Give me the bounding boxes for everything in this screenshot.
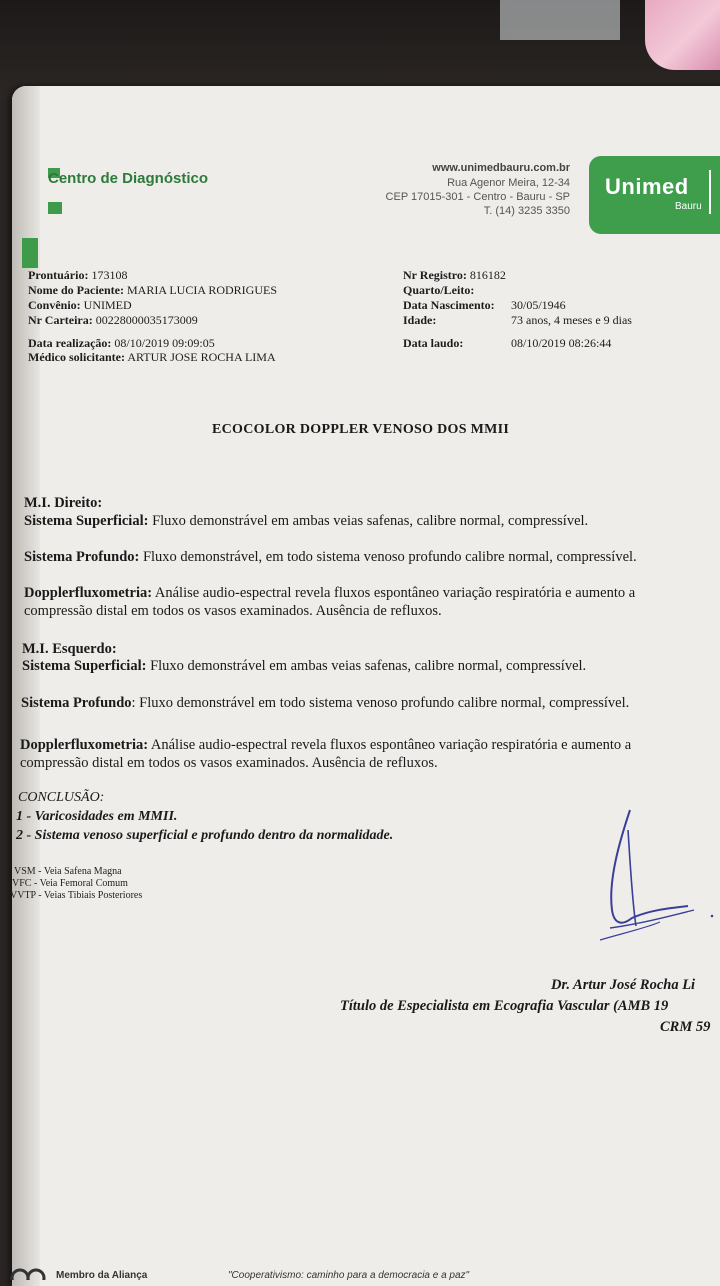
logo-name: Unimed xyxy=(605,174,689,199)
background-object xyxy=(500,0,620,40)
left-doppler: Dopplerfluxometria: Análise audio-espectral revela fluxos espontâneo variação respiratória e aumento a xyxy=(20,737,632,753)
left-superficial: Sistema Superficial: Fluxo demonstrável em ambas veias safenas, calibre normal, compressível. xyxy=(22,658,587,674)
doctor-name: Dr. Artur José Rocha Li xyxy=(551,977,696,993)
clinic-street: Rua Agenor Meira, 12-34 xyxy=(447,177,570,189)
field-nr-registro: Nr Registro: 816182 xyxy=(403,268,506,282)
unimed-logo xyxy=(589,156,720,234)
conclusion-item-1: 1 - Varicosidades em MMII. xyxy=(16,809,178,824)
clinic-name: Centro de Diagnóstico xyxy=(48,170,209,187)
right-doppler-cont: compressão distal em todos os vasos examinados. Ausência de refluxos. xyxy=(24,603,442,619)
left-profundo: Sistema Profundo: Fluxo demonstrável em todo sistema venoso profundo calibre normal, compressível. xyxy=(21,695,630,711)
footer-member: Membro da Aliança xyxy=(56,1270,148,1281)
field-idade: Idade: xyxy=(403,313,437,327)
clinic-website: www.unimedbauru.com.br xyxy=(432,162,570,174)
brand-square-icon xyxy=(48,202,62,214)
field-convenio: Convênio: UNIMED xyxy=(28,298,132,312)
alliance-logo-icon xyxy=(10,1262,50,1280)
field-nr-carteira: Nr Carteira: 00228000035173009 xyxy=(28,313,198,327)
abbreviation-vsm: VSM - Veia Safena Magna xyxy=(14,866,122,877)
left-doppler-cont: compressão distal em todos os vasos examinados. Ausência de refluxos. xyxy=(20,755,438,771)
conclusion-heading: CONCLUSÃO: xyxy=(18,790,105,805)
right-profundo: Sistema Profundo: Fluxo demonstrável, em todo sistema venoso profundo calibre normal, compressível. xyxy=(24,549,637,565)
logo-divider xyxy=(709,170,711,214)
conclusion-item-2: 2 - Sistema venoso superficial e profundo dentro da normalidade. xyxy=(16,828,394,843)
field-data-laudo: Data laudo: xyxy=(403,336,464,350)
section-heading-esquerdo: M.I. Esquerdo: xyxy=(22,641,117,657)
exam-title: ECOCOLOR DOPPLER VENOSO DOS MMII xyxy=(212,422,510,437)
logo-city: Bauru xyxy=(675,201,702,212)
field-medico-solicitante: Médico solicitante: ARTUR JOSE ROCHA LIMA xyxy=(28,350,276,364)
right-superficial: Sistema Superficial: Fluxo demonstrável em ambas veias safenas, calibre normal, compressível. xyxy=(24,513,589,529)
doctor-title: Título de Especialista em Ecografia Vascular (AMB 19 xyxy=(340,998,669,1014)
value-idade: 73 anos, 4 meses e 9 dias xyxy=(511,313,632,327)
field-prontuario: Prontuário: 173108 xyxy=(28,268,128,282)
field-data-realizacao: Data realização: 08/10/2019 09:09:05 xyxy=(28,336,215,350)
value-data-laudo: 08/10/2019 08:26:44 xyxy=(511,336,612,350)
abbreviation-vvtp: VVTP - Veias Tibiais Posteriores xyxy=(10,890,143,901)
doctor-crm: CRM 59 xyxy=(660,1019,711,1035)
value-data-nascimento: 30/05/1946 xyxy=(511,298,566,312)
pink-cloth xyxy=(645,0,720,70)
report-page xyxy=(12,86,720,1286)
field-nome-paciente: Nome do Paciente: MARIA LUCIA RODRIGUES xyxy=(28,283,277,297)
right-doppler: Dopplerfluxometria: Análise audio-espectral revela fluxos espontâneo variação respiratória e aumento a xyxy=(24,585,636,601)
clinic-cep: CEP 17015-301 - Centro - Bauru - SP xyxy=(385,191,570,203)
brand-bar-icon xyxy=(22,238,38,268)
footer-quote: "Cooperativismo: caminho para a democracia e a paz" xyxy=(228,1270,470,1281)
abbreviation-vfc: VFC - Veia Femoral Comum xyxy=(12,878,128,889)
field-data-nascimento: Data Nascimento: xyxy=(403,298,495,312)
handwritten-signature xyxy=(590,800,720,950)
field-quarto-leito: Quarto/Leito: xyxy=(403,283,475,297)
section-heading-direito: M.I. Direito: xyxy=(24,495,103,511)
clinic-phone: T. (14) 3235 3350 xyxy=(483,205,570,217)
